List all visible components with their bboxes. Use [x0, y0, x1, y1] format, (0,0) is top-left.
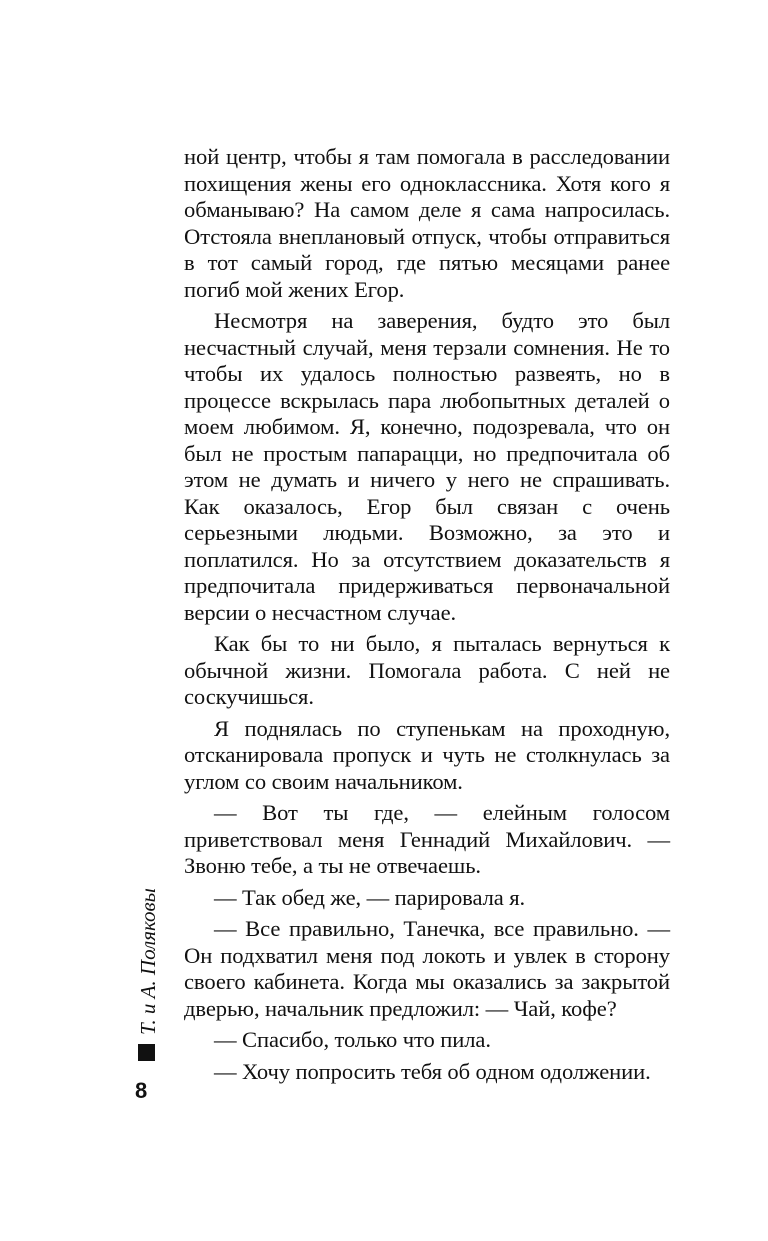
- paragraph-9: — Хочу попросить тебя об одном одолжении.: [214, 1058, 651, 1084]
- body-text: [184, 144, 670, 1085]
- paragraph-7: — Все правильно, Танечка, все правильно. — Он подхватил меня под локоть и увлек в сторону своего кабинета. Когда мы оказались за закрытой дверью, начальник предложил: — Чай, кофе?: [184, 916, 670, 1021]
- square-marker-icon: [138, 1044, 155, 1061]
- paragraph-5: — Вот ты где, — елейным голосом приветствовал меня Геннадий Михайлович. — Звоню тебе, а ты не отвечаешь.: [184, 800, 670, 878]
- paragraph-3: Как бы то ни было, я пыталась вернуться к обычной жизни. Помогала работа. С ней не соскучишься.: [184, 631, 670, 709]
- page-number: 8: [135, 1078, 148, 1103]
- paragraph-6: — Так обед же, — парировала я.: [214, 884, 526, 910]
- paragraph-2: Несмотря на заверения, будто это был несчастный случай, меня терзали сомнения. Не то чтобы их удалось полностью развеять, но в процессе вскрылась пара любопытных деталей о моем любимом. Я, конечно, подозревала, что он был не простым папарацци, но предпочитала об этом не думать и ничего у него не спрашивать. Как оказалось, Егор был связан с очень серьезными людьми. Возможно, за это и поплатился. Но за отсутствием доказательств я предпочитала придерживаться первоначальной версии о несчастном случае.: [184, 308, 670, 625]
- paragraph-8: — Спасибо, только что пила.: [214, 1027, 491, 1052]
- margin-running-head: [133, 885, 163, 1061]
- paragraph-4: Я поднялась по ступенькам на проходную, отсканировала пропуск и чуть не столкнулась за углом со своим начальником.: [184, 715, 670, 794]
- author-running-head: Т. и А. Поляковы: [136, 888, 160, 1035]
- paragraph-1: ной центр, чтобы я там помогала в расследовании похищения жены его одноклассника. Хотя кого я обманываю? На самом деле я сама напросилась. Отстояла внеплановый отпуск, чтобы отправиться в тот самый город, где пятью месяцами ранее погиб мой жених Егор.: [184, 144, 670, 302]
